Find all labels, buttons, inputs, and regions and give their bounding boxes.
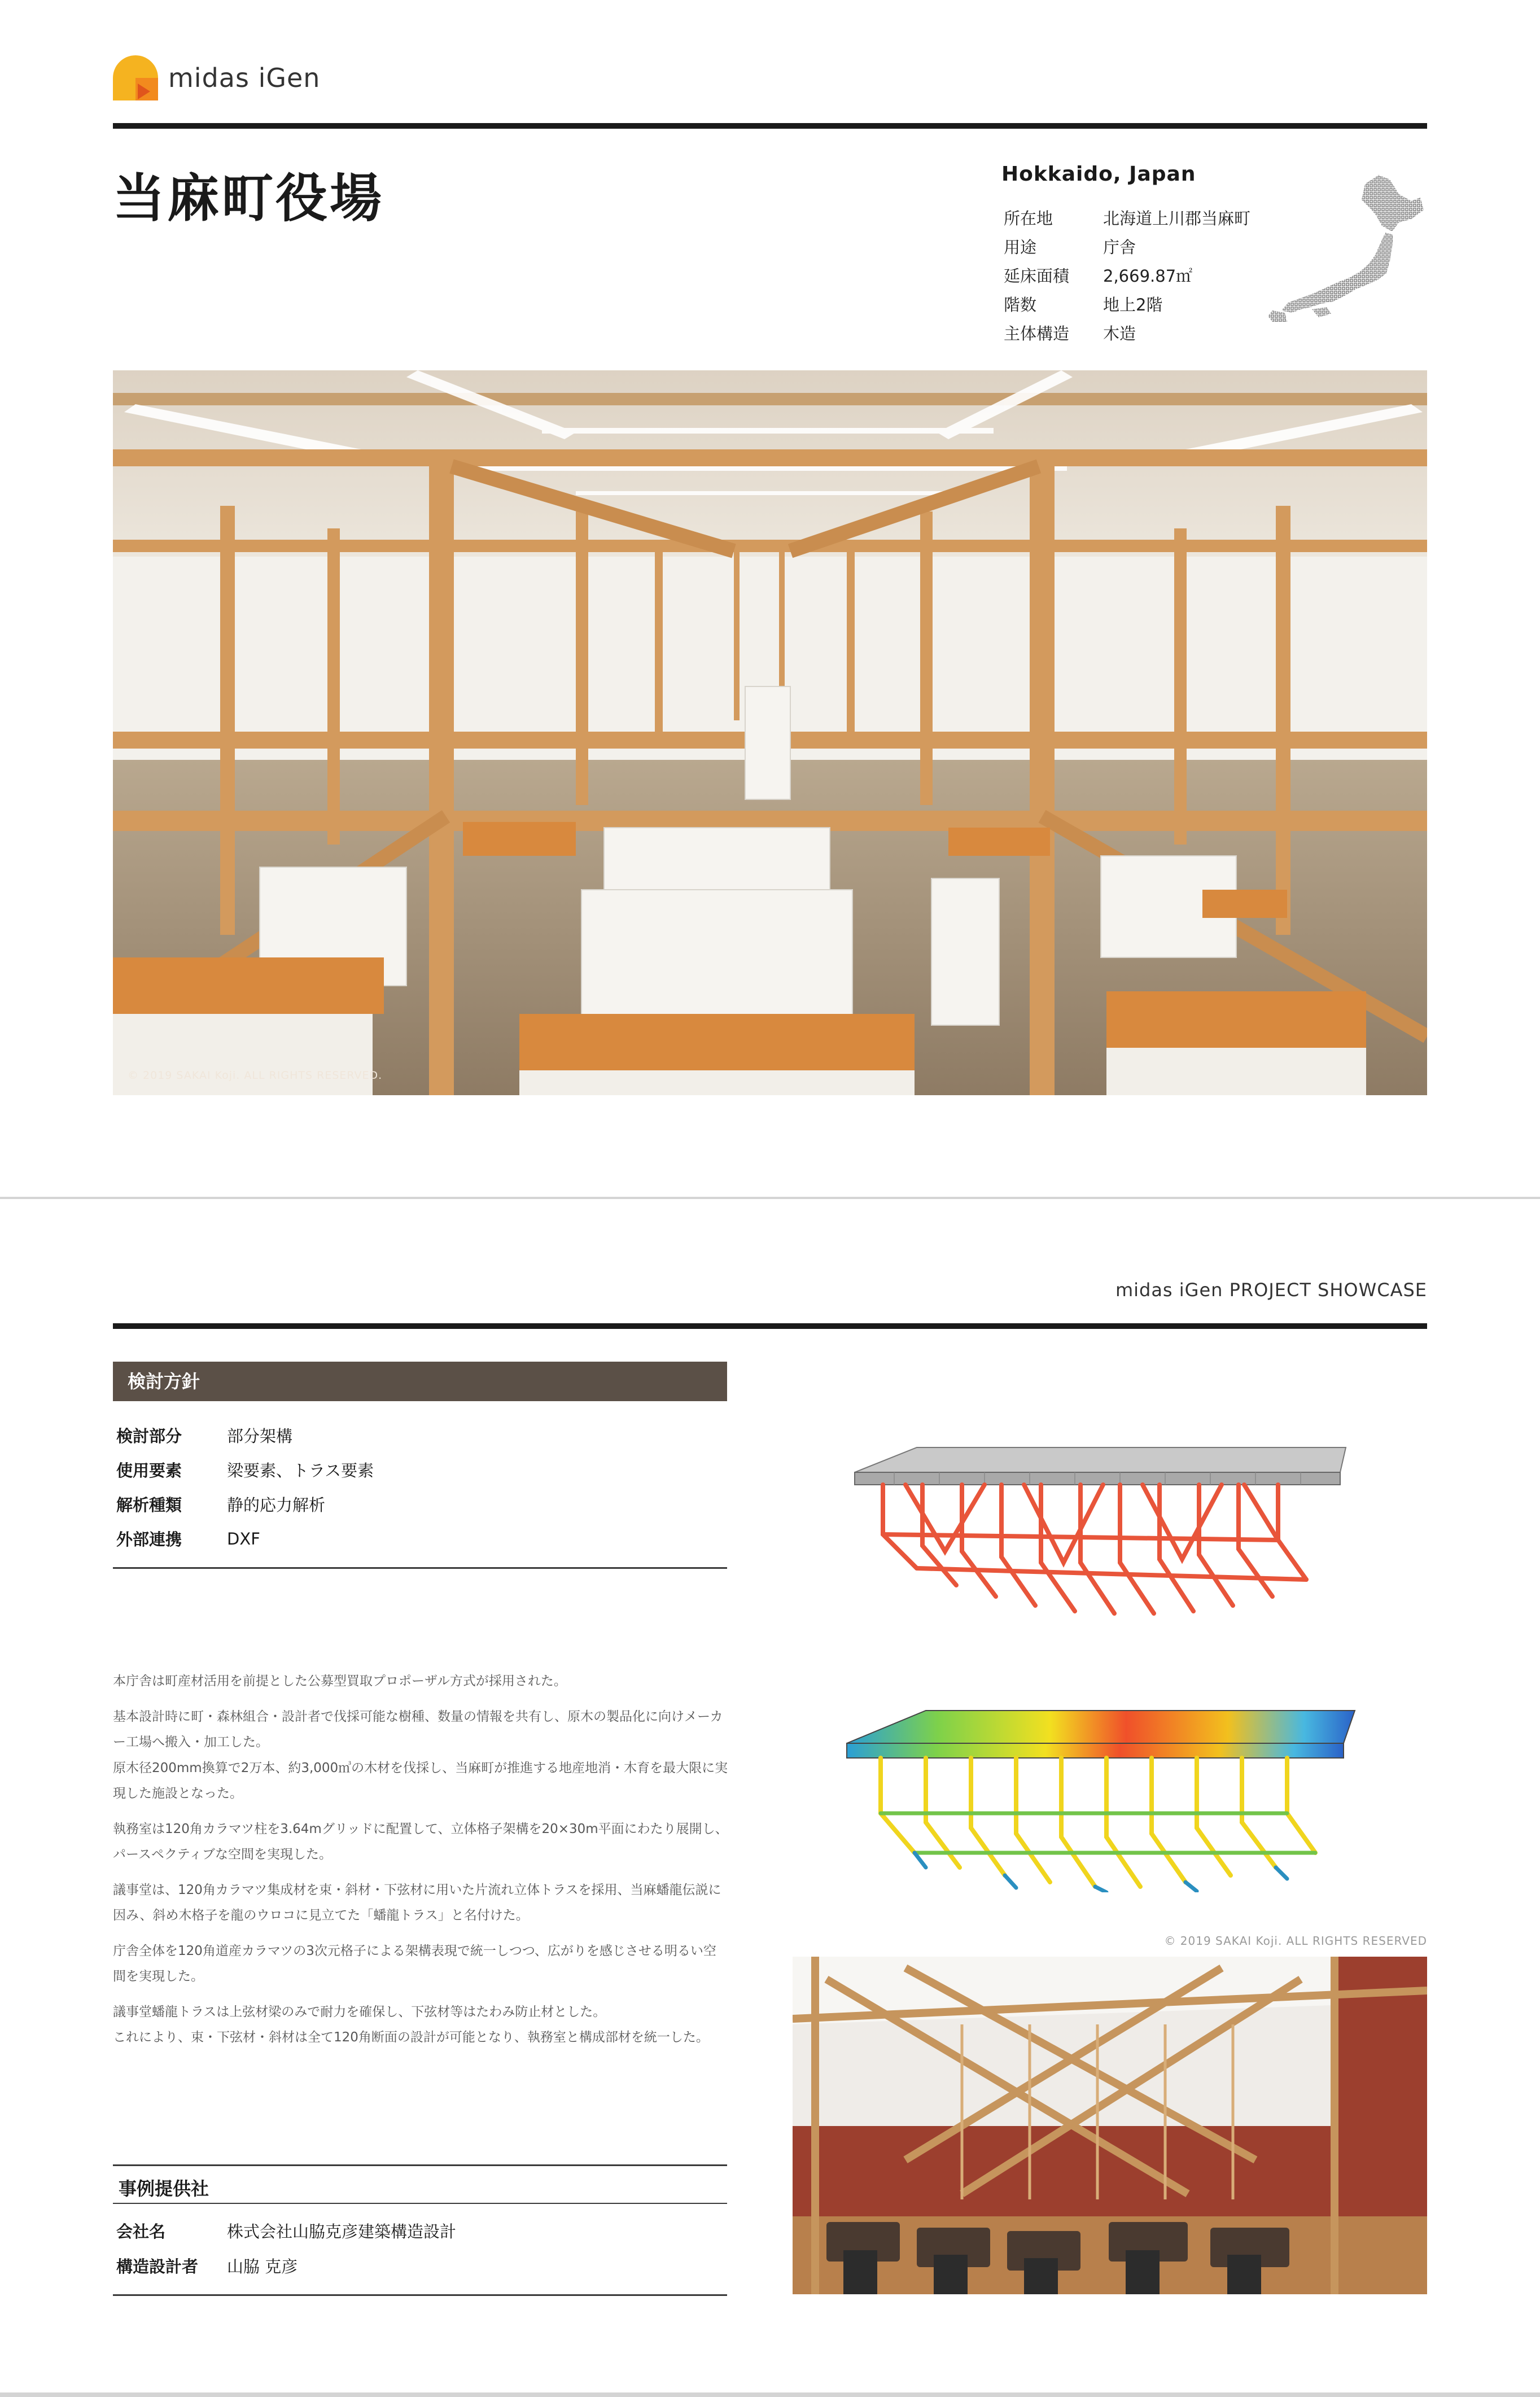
policy-row — [116, 1418, 374, 1453]
structural-model-image — [849, 1438, 1357, 1625]
policy-section-title: 検討方針 — [113, 1362, 727, 1401]
provider-row — [116, 2213, 456, 2248]
paragraph: 庁舎全体を120角道産カラマツの3次元格子による架構表現で統一しつつ、広がりを感じさせる明るい空間を実現した。 — [113, 1943, 716, 1984]
spec-label: 用途 — [1004, 238, 1037, 257]
section-divider — [113, 2294, 727, 2296]
showcase-label: midas iGen PROJECT SHOWCASE — [1115, 1279, 1427, 1301]
policy-label: 解析種類 — [116, 1495, 182, 1515]
paragraph: 議事堂蟠龍トラスは上弦材梁のみで耐力を確保し、下弦材等はたわみ防止材とした。 これにより、束・下弦材・斜材は全て120角断面の設計が可能となり、執務室と構成部材を統一した。 — [113, 2004, 709, 2045]
policy-value: 梁要素、トラス要素 — [227, 1461, 374, 1480]
project-spec-table — [1004, 203, 1250, 347]
project-location: Hokkaido, Japan — [1001, 163, 1196, 186]
spec-value: 木造 — [1103, 324, 1136, 343]
brand-logo — [113, 55, 320, 100]
header-rule — [113, 1323, 1427, 1329]
project-title: 当麻町役場 — [113, 168, 384, 229]
office-interior-illustration — [113, 370, 1427, 1095]
assembly-hall-photo — [793, 1957, 1427, 2294]
spec-row — [1004, 203, 1250, 232]
stress-analysis-model-image — [841, 1689, 1365, 1892]
provider-value: 山脇 克彦 — [227, 2256, 298, 2276]
midas-logo-icon — [113, 55, 158, 100]
spec-row — [1004, 318, 1250, 347]
assembly-hall-illustration — [793, 1957, 1427, 2294]
provider-table — [116, 2213, 456, 2283]
spec-label: 延床面積 — [1004, 266, 1070, 286]
policy-label: 使用要素 — [116, 1461, 182, 1480]
policy-value: DXF — [227, 1529, 260, 1549]
policy-table — [116, 1418, 374, 1556]
spec-row — [1004, 290, 1250, 318]
spec-label: 主体構造 — [1004, 324, 1070, 343]
spec-label: 階数 — [1004, 295, 1037, 314]
policy-row — [116, 1521, 374, 1556]
header-rule — [113, 123, 1427, 129]
policy-row — [116, 1453, 374, 1487]
photo-credit: © 2019 SAKAI Koji. ALL RIGHTS RESERVED. — [128, 1069, 383, 1082]
policy-label: 検討部分 — [116, 1427, 182, 1446]
paragraph: 本庁舎は町産材活用を前提とした公募型買取プロポーザル方式が採用された。 — [113, 1674, 567, 1689]
paragraph: 議事堂は、120角カラマツ集成材を束・斜材・下弦材に用いた片流れ立体トラスを採用、当麻蟠龍伝説に因み、斜め木格子を龍のウロコに見立てた「蟠龍トラス」と名付けた。 — [113, 1882, 721, 1923]
spec-value: 庁舎 — [1103, 238, 1136, 257]
policy-value: 静的応力解析 — [227, 1495, 326, 1515]
provider-value: 株式会社山脇克彦建築構造設計 — [227, 2221, 457, 2241]
brand-name: midas iGen — [168, 63, 321, 93]
paragraph: 基本設計時に町・森林組合・設計者で伐採可能な樹種、数量の情報を共有し、原木の製品化に向けメーカー工場へ搬入・加工した。 原木径200mm換算で2万本、約3,000㎥の木材を伐採し、当麻町が推進する地産地消・木育を最大限に実現した施設となった。 — [113, 1709, 728, 1801]
section-divider — [113, 2164, 727, 2166]
spec-label: 所在地 — [1004, 209, 1053, 228]
page-separator — [0, 1197, 1540, 1199]
page-separator — [0, 2392, 1540, 2397]
photo-credit: © 2019 SAKAI Koji. ALL RIGHTS RESERVED — [1164, 1934, 1427, 1948]
provider-label: 会社名 — [116, 2221, 166, 2241]
spec-row — [1004, 261, 1250, 290]
paragraph: 執務室は120角カラマツ柱を3.64mグリッドに配置して、立体格子架構を20×30m平面にわたり展開し、パースペクティブな空間を実現した。 — [113, 1821, 728, 1862]
spec-value: 2,669.87㎡ — [1103, 266, 1193, 286]
office-interior-photo — [113, 370, 1427, 1095]
project-description — [113, 1669, 728, 2061]
spec-value: 地上2階 — [1103, 295, 1163, 314]
provider-row — [116, 2248, 456, 2283]
provider-label: 構造設計者 — [116, 2256, 199, 2276]
japan-map-icon — [1259, 168, 1428, 322]
section-divider — [113, 1567, 727, 1569]
spec-row — [1004, 232, 1250, 261]
provider-section-title: 事例提供社 — [119, 2178, 209, 2199]
policy-label: 外部連携 — [116, 1530, 182, 1549]
policy-value: 部分架構 — [227, 1427, 293, 1446]
section-divider — [113, 2203, 727, 2204]
spec-value: 北海道上川郡当麻町 — [1103, 209, 1251, 228]
policy-row — [116, 1487, 374, 1521]
